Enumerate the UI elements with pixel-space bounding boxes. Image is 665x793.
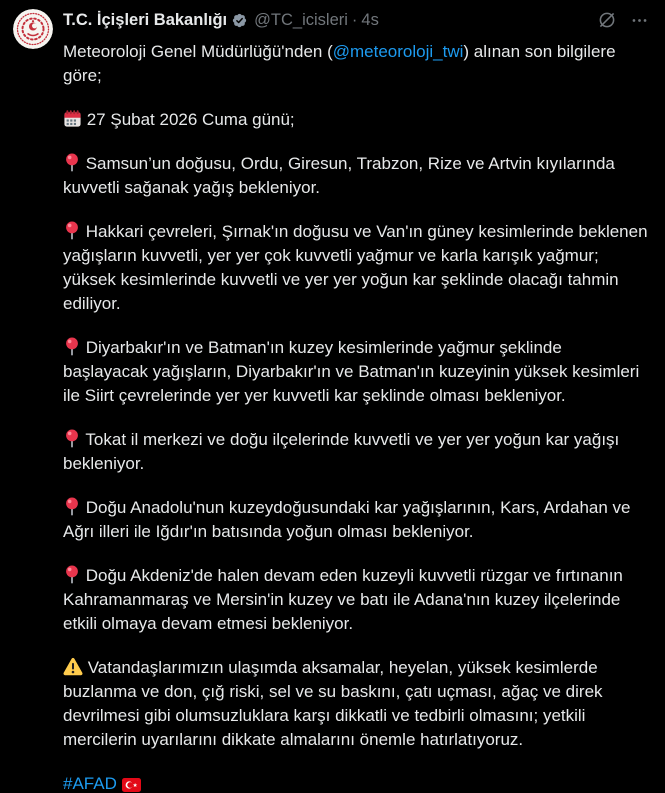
tweet-paragraph: Samsun’un doğusu, Ordu, Giresun, Trabzon, Rize ve Artvin kıyılarında kuvvetli sağanak yağış bekleniyor. [63, 154, 615, 197]
avatar[interactable] [13, 9, 53, 49]
ministry-seal-avatar [13, 9, 53, 49]
tweet-paragraph: Doğu Anadolu'nun kuzeydoğusundaki kar yağışlarının, Kars, Ardahan ve Ağrı illeri ile Iğdır'ın batısında yoğun olması bekleniyor. [63, 498, 631, 541]
tweet-paragraph: Meteoroloji Genel Müdürlüğü'nden (@meteoroloji_twi) alınan son bilgilere göre; [63, 42, 616, 85]
tweet-content [63, 9, 649, 793]
tweet-header [63, 9, 649, 31]
pin-icon [63, 220, 81, 244]
calendar-icon [63, 108, 82, 132]
more-menu-icon[interactable] [630, 11, 649, 30]
mention-link[interactable]: @meteoroloji_twi [332, 42, 464, 61]
tweet-paragraph: Tokat il merkezi ve doğu ilçelerinde kuvvetli ve yer yer yoğun kar yağışı bekleniyor. [63, 430, 620, 473]
header-separator: · [351, 10, 358, 29]
pin-icon [63, 496, 81, 520]
flag-turkey-icon [122, 772, 141, 793]
tweet-paragraph [63, 772, 649, 793]
pin-icon [63, 336, 81, 360]
tweet-paragraph: Diyarbakır'ın ve Batman'ın kuzey kesimlerinde yağmur şeklinde başlayacak yağışların, Diyarbakır'ın ve Batman'ın kuzeyinin yüksek kesimleri ile Siirt çevrelerinde yer yer kuvvetli kar şeklinde olması bekleniyor. [63, 338, 640, 405]
grok-actions-icon[interactable] [596, 9, 618, 31]
warning-icon [63, 656, 83, 680]
pin-icon [63, 428, 81, 452]
avatar-column [13, 9, 53, 793]
tweet-paragraph: Hakkari çevreleri, Şırnak'ın doğusu ve Van'ın güney kesimlerinde beklenen yağışların kuvvetli, yer yer çok kuvvetli yağmur ve karla karışık yağmur; yüksek kesimlerinde kuvvetli ve yer yer yoğun kar şeklinde olacağı tahmin ediliyor. [63, 222, 648, 313]
tweet-paragraph: Vatandaşlarımızın ulaşımda aksamalar, heyelan, yüksek kesimlerde buzlanma ve don, çığ riski, sel ve su baskını, çatı uçması, ağaç ve direk devrilmesi gibi olumsuzluklara karşı dikkatli ve tedbirli olmasını; yetkili mercilerin uyarılarını dikkate almalarını önemle hatırlatıyoruz. [63, 658, 603, 749]
gray-verified-badge-icon [230, 11, 249, 30]
tweet-paragraph: 27 Şubat 2026 Cuma günü; [63, 108, 649, 132]
header-actions [596, 9, 649, 31]
user-handle[interactable]: @TC_icisleri [254, 10, 348, 29]
display-name[interactable]: T.C. İçişleri Bakanlığı [63, 10, 228, 29]
hashtag-link[interactable]: #AFAD [63, 774, 117, 793]
pin-icon [63, 564, 81, 588]
tweet-text [63, 40, 649, 793]
pin-icon [63, 152, 81, 176]
tweet-paragraph: Doğu Akdeniz'de halen devam eden kuzeyli kuvvetli rüzgar ve fırtınanın Kahramanmaraş ve Mersin'in kuzey ve batı ile Adana'nın kuzey ilçelerinde etkili olmaya devam etmesi bekleniyor. [63, 566, 623, 633]
timestamp[interactable]: 4s [361, 10, 379, 29]
